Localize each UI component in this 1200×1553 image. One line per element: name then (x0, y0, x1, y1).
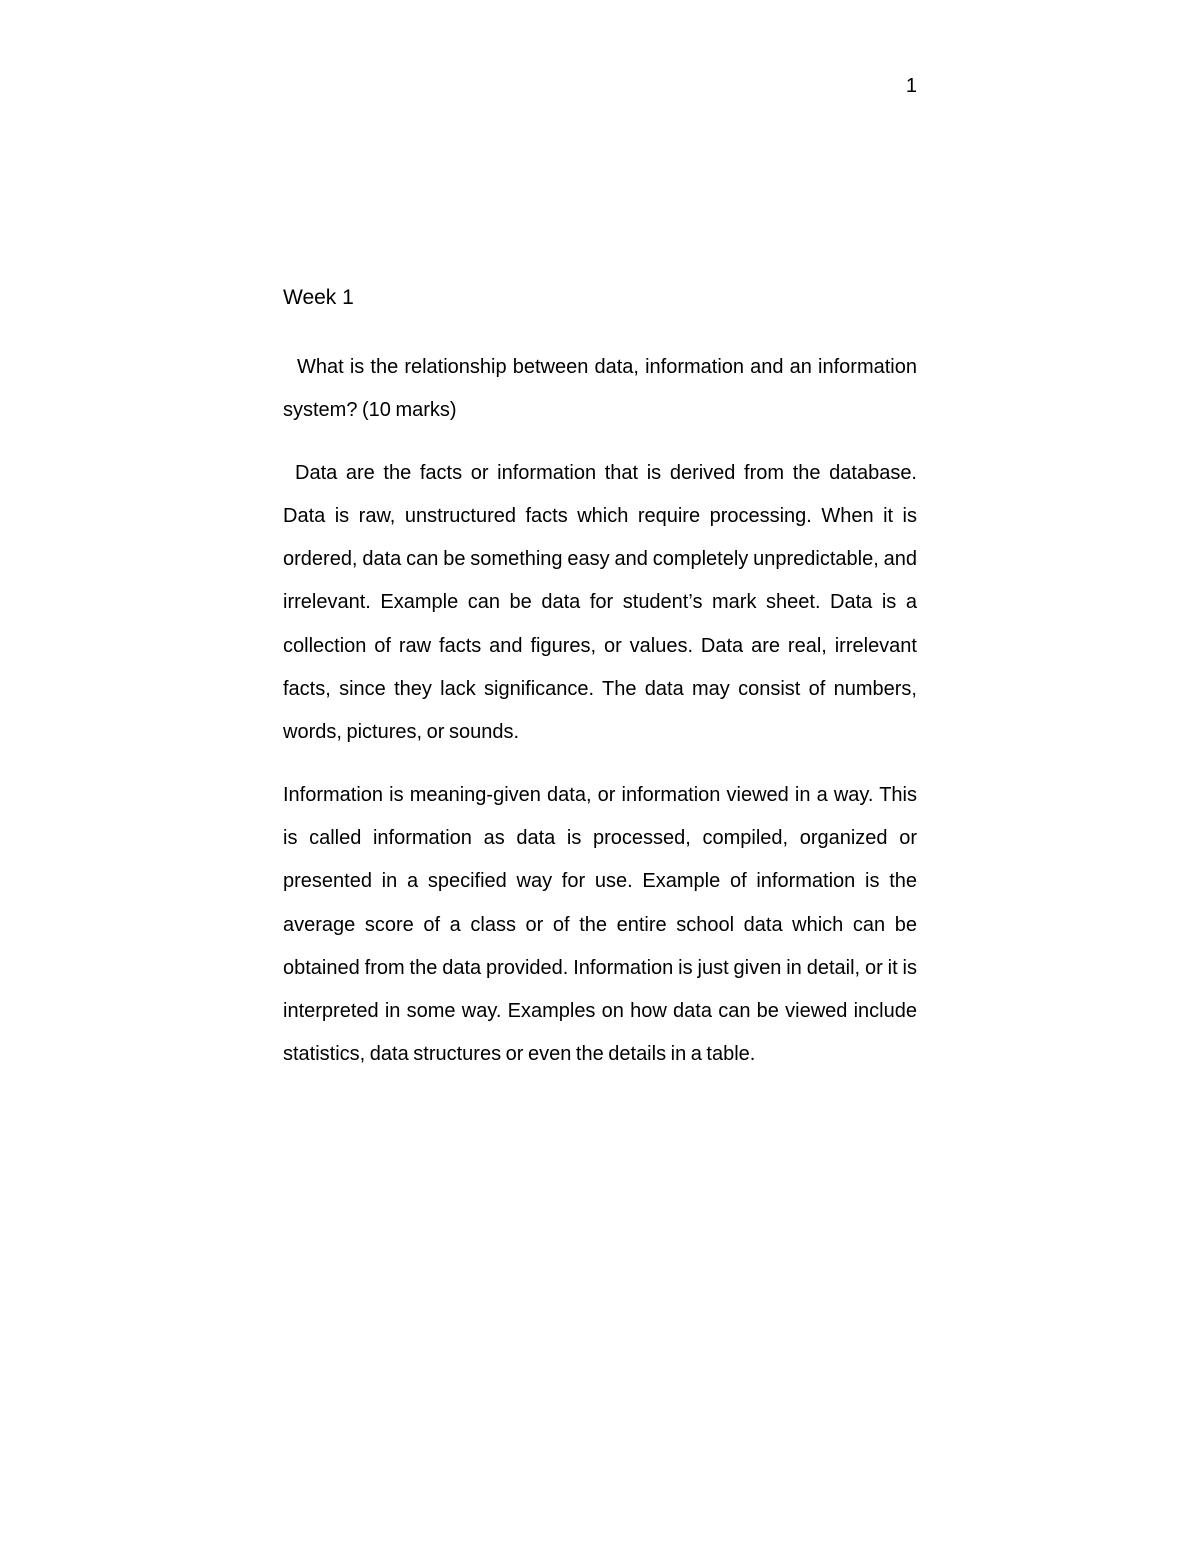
answer-paragraph-information: Information is meaning-given data, or information viewed in a way. This is called information as data is processed, compiled, organized or presented in a specified way for use. Example of information is the average score of a class or of the entire school data which can be obtained from the data provided. Information is just given in detail, or it is interpreted in some way. Examples on how data can be viewed include statistics, data structures or even the details in a table. (283, 783, 917, 1066)
answer-paragraph-data: Data are the facts or information that is derived from the database. Data is raw, unstructured facts which require processing. When it is ordered, data can be something easy and completely unpredictable, and irrelevant. Example can be data for student’s mark sheet. Data is a collection of raw facts and figures, or values. Data are real, irrelevant facts, since they lack significance. The data may consist of numbers, words, pictures, or sounds. (283, 461, 917, 744)
week-heading: Week 1 (283, 286, 354, 309)
question-text: What is the relationship between data, information and an information system? (10 marks) (283, 356, 917, 422)
document-body (283, 279, 917, 1096)
page-number: 1 (905, 75, 917, 97)
